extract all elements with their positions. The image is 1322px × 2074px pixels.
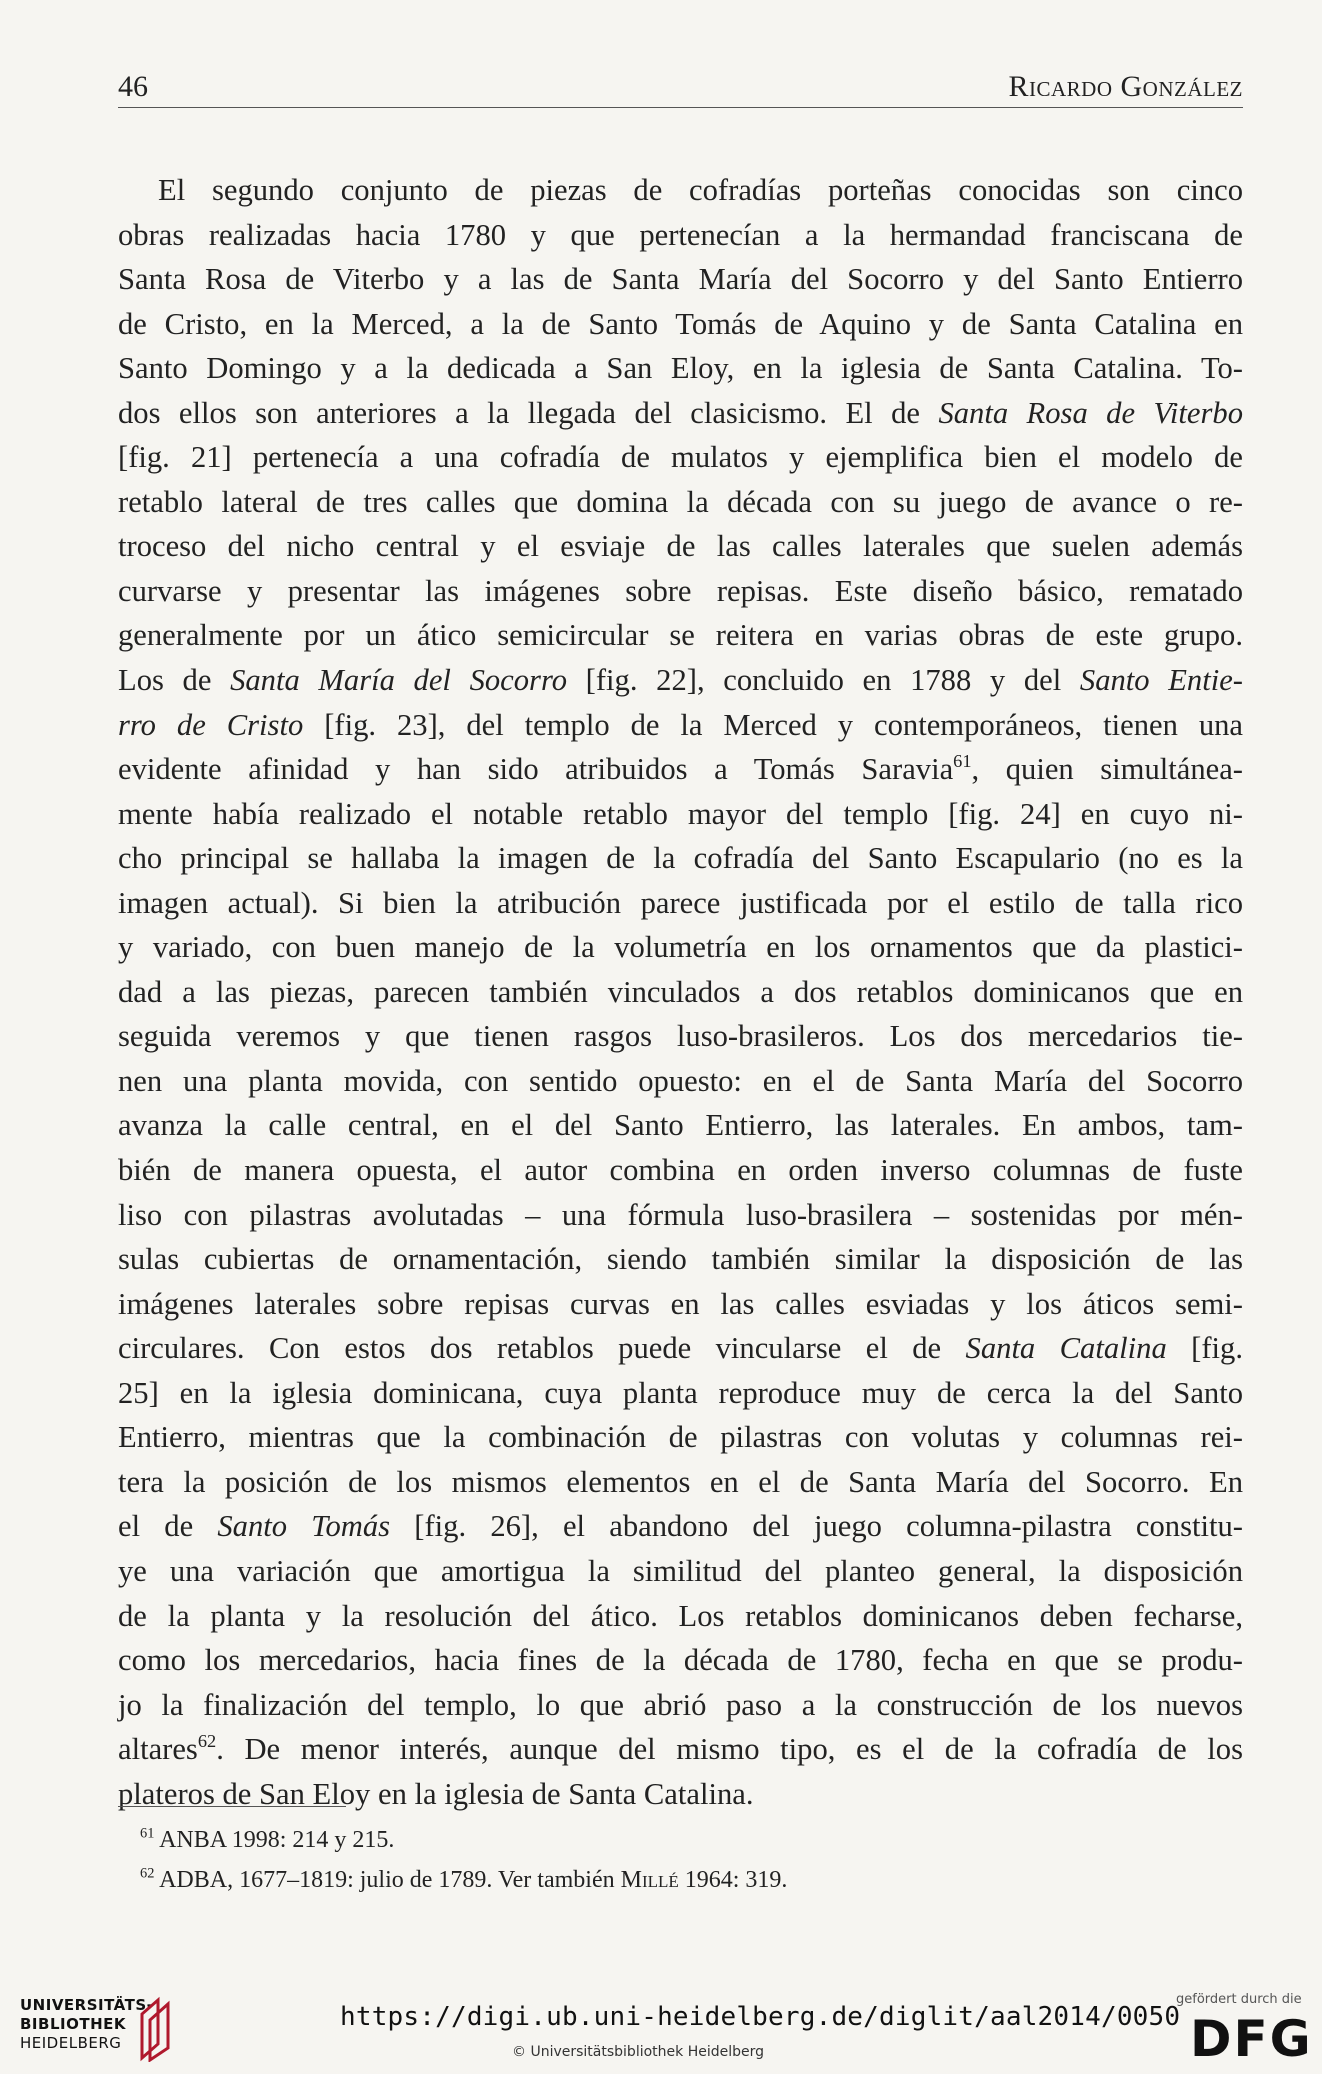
footnote-text: ANBA 1998: 214 y 215. (159, 1827, 395, 1853)
body-line: obras realizadas hacia 1780 y que pertenecían a la hermandad franciscana de (118, 217, 1243, 252)
body-line: tera la posición de los mismos elementos en el de Santa María del Socorro. En (118, 1464, 1243, 1499)
library-name-line1: UNIVERSITÄTS- (20, 1996, 154, 2014)
footnote-text-end: 1964: 319. (678, 1867, 788, 1893)
body-line: circulares. Con estos dos retablos puede vincularse el de Santa Catalina [fig. (118, 1331, 1243, 1366)
body-line: Entierro, mientras que la combinación de pilastras con volutas y columnas rei- (118, 1420, 1243, 1455)
body-line: como los mercedarios, hacia fines de la década de 1780, fecha en que se produ- (118, 1643, 1243, 1678)
body-line: plateros de San Eloy en la iglesia de Santa Catalina. (118, 1776, 754, 1811)
body-line: Los de Santa María del Socorro [fig. 22], concluido en 1788 y del Santo Entie- (118, 663, 1243, 698)
italic-title: rro de Cristo (118, 707, 304, 742)
body-line: de la planta y la resolución del ático. Los retablos dominicanos deben fecharse, (118, 1598, 1243, 1633)
footnote-62 (140, 1860, 787, 1900)
body-line: 25] en la iglesia dominicana, cuya planta reproduce muy de cerca la del Santo (118, 1375, 1243, 1410)
funding-caption: gefördert durch die (1176, 1992, 1302, 2007)
digitization-footer (0, 1976, 1322, 2074)
body-line: altares$^{62}$. De menor interés, aunque del mismo tipo, es el de la cofradía de los (118, 1731, 1243, 1767)
library-emblem-icon (132, 1988, 176, 2062)
paragraph (118, 168, 1243, 1816)
body-line: dos ellos son anteriores a la llegada del clasicismo. El de Santa Rosa de Viterbo (118, 395, 1243, 430)
running-head-author: Ricardo González (1008, 70, 1243, 103)
body-line: avanza la calle central, en el del Santo Entierro, las laterales. En ambos, tam- (118, 1108, 1243, 1143)
footnote-number: 62 (140, 1865, 155, 1882)
body-line: bién de manera opuesta, el autor combina en orden inverso columnas de fuste (118, 1153, 1243, 1188)
body-line: jo la finalización del templo, lo que abrió paso a la construcción de los nuevos (118, 1687, 1243, 1722)
body-line: El segundo conjunto de piezas de cofradías porteñas conocidas son cinco (158, 173, 1243, 207)
footnotes (140, 1820, 787, 1900)
body-line: curvarse y presentar las imágenes sobre repisas. Este diseño básico, rematado (118, 573, 1243, 608)
body-line: imágenes laterales sobre repisas curvas en las calles esviadas y los áticos semi- (118, 1286, 1243, 1321)
body-line: sulas cubiertas de ornamentación, siendo también similar la disposición de las (118, 1242, 1243, 1277)
library-name-line2: BIBLIOTHEK (20, 2015, 126, 2033)
italic-title: Santa Catalina (965, 1331, 1167, 1366)
body-line: cho principal se hallaba la imagen de la cofradía del Santo Escapulario (no es la (118, 841, 1243, 876)
italic-title: Santa Rosa de Viterbo (938, 395, 1243, 430)
body-line: imagen actual). Si bien la atribución parece justificada por el estilo de talla rico (118, 885, 1243, 920)
body-line: evidente afinidad y han sido atribuidos a Tomás Saravia$^{61}$, quien simultánea- (118, 751, 1243, 787)
body-line: ye una variación que amortigua la similitud del planteo general, la disposición (118, 1553, 1243, 1588)
running-header (118, 70, 1243, 108)
body-line: dad a las piezas, parecen también vinculados a dos retablos dominicanos que en (118, 974, 1243, 1009)
footnote-reference: 62 (197, 1731, 217, 1752)
body-paragraph (118, 168, 1243, 1816)
italic-title: Santo Tomás (217, 1509, 391, 1544)
permalink-url[interactable]: https://digi.ub.uni-heidelberg.de/diglit/aal2014/0050 (340, 2002, 1181, 2032)
body-line: seguida veremos y que tienen rasgos luso-brasileros. Los dos mercedarios tie- (118, 1019, 1243, 1054)
italic-title: Santo Entie- (1079, 663, 1243, 698)
footnote-text: ADBA, 1677–1819: julio de 1789. Ver también (159, 1867, 621, 1893)
body-line: de Cristo, en la Merced, a la de Santo Tomás de Aquino y de Santa Catalina en (118, 306, 1243, 341)
body-line: generalmente por un ático semicircular se reitera en varias obras de este grupo. (118, 618, 1243, 653)
body-line: [fig. 21] pertenecía a una cofradía de mulatos y ejemplifica bien el modelo de (118, 440, 1243, 475)
body-line: nen una planta movida, con sentido opuesto: en el de Santa María del Socorro (118, 1063, 1243, 1098)
body-line: rro de Cristo [fig. 23], del templo de la Merced y contemporáneos, tienen una (118, 707, 1243, 742)
body-line: mente había realizado el notable retablo mayor del templo [fig. 24] en cuyo ni- (118, 796, 1243, 831)
body-line: Santa Rosa de Viterbo y a las de Santa María del Socorro y del Santo Entierro (118, 262, 1243, 297)
footnote-separator (118, 1806, 346, 1807)
body-line: retablo lateral de tres calles que domina la década con su juego de avance o re- (118, 484, 1243, 519)
dfg-logo: DFG (1190, 2010, 1313, 2068)
body-line: el de Santo Tomás [fig. 26], el abandono del juego columna-pilastra constitu- (118, 1509, 1243, 1544)
copyright-notice: © Universitätsbibliothek Heidelberg (512, 2044, 765, 2060)
page-number: 46 (118, 70, 148, 103)
body-line: liso con pilastras avolutadas – una fórmula luso-brasilera – sostenidas por mén- (118, 1197, 1243, 1232)
footnote-reference: 61 (953, 751, 972, 772)
body-line: troceso del nicho central y el esviaje de las calles laterales que suelen además (118, 529, 1243, 564)
italic-title: Santa María del Socorro (230, 663, 568, 698)
footnote-61 (140, 1820, 787, 1860)
footnote-author-smallcaps: Millé (620, 1867, 679, 1893)
footnote-number: 61 (140, 1825, 155, 1842)
body-line: Santo Domingo y a la dedicada a San Eloy, en la iglesia de Santa Catalina. To- (118, 351, 1243, 386)
library-name-line3: HEIDELBERG (20, 2034, 122, 2052)
body-line: y variado, con buen manejo de la volumetría en los ornamentos que da plastici- (118, 930, 1243, 965)
